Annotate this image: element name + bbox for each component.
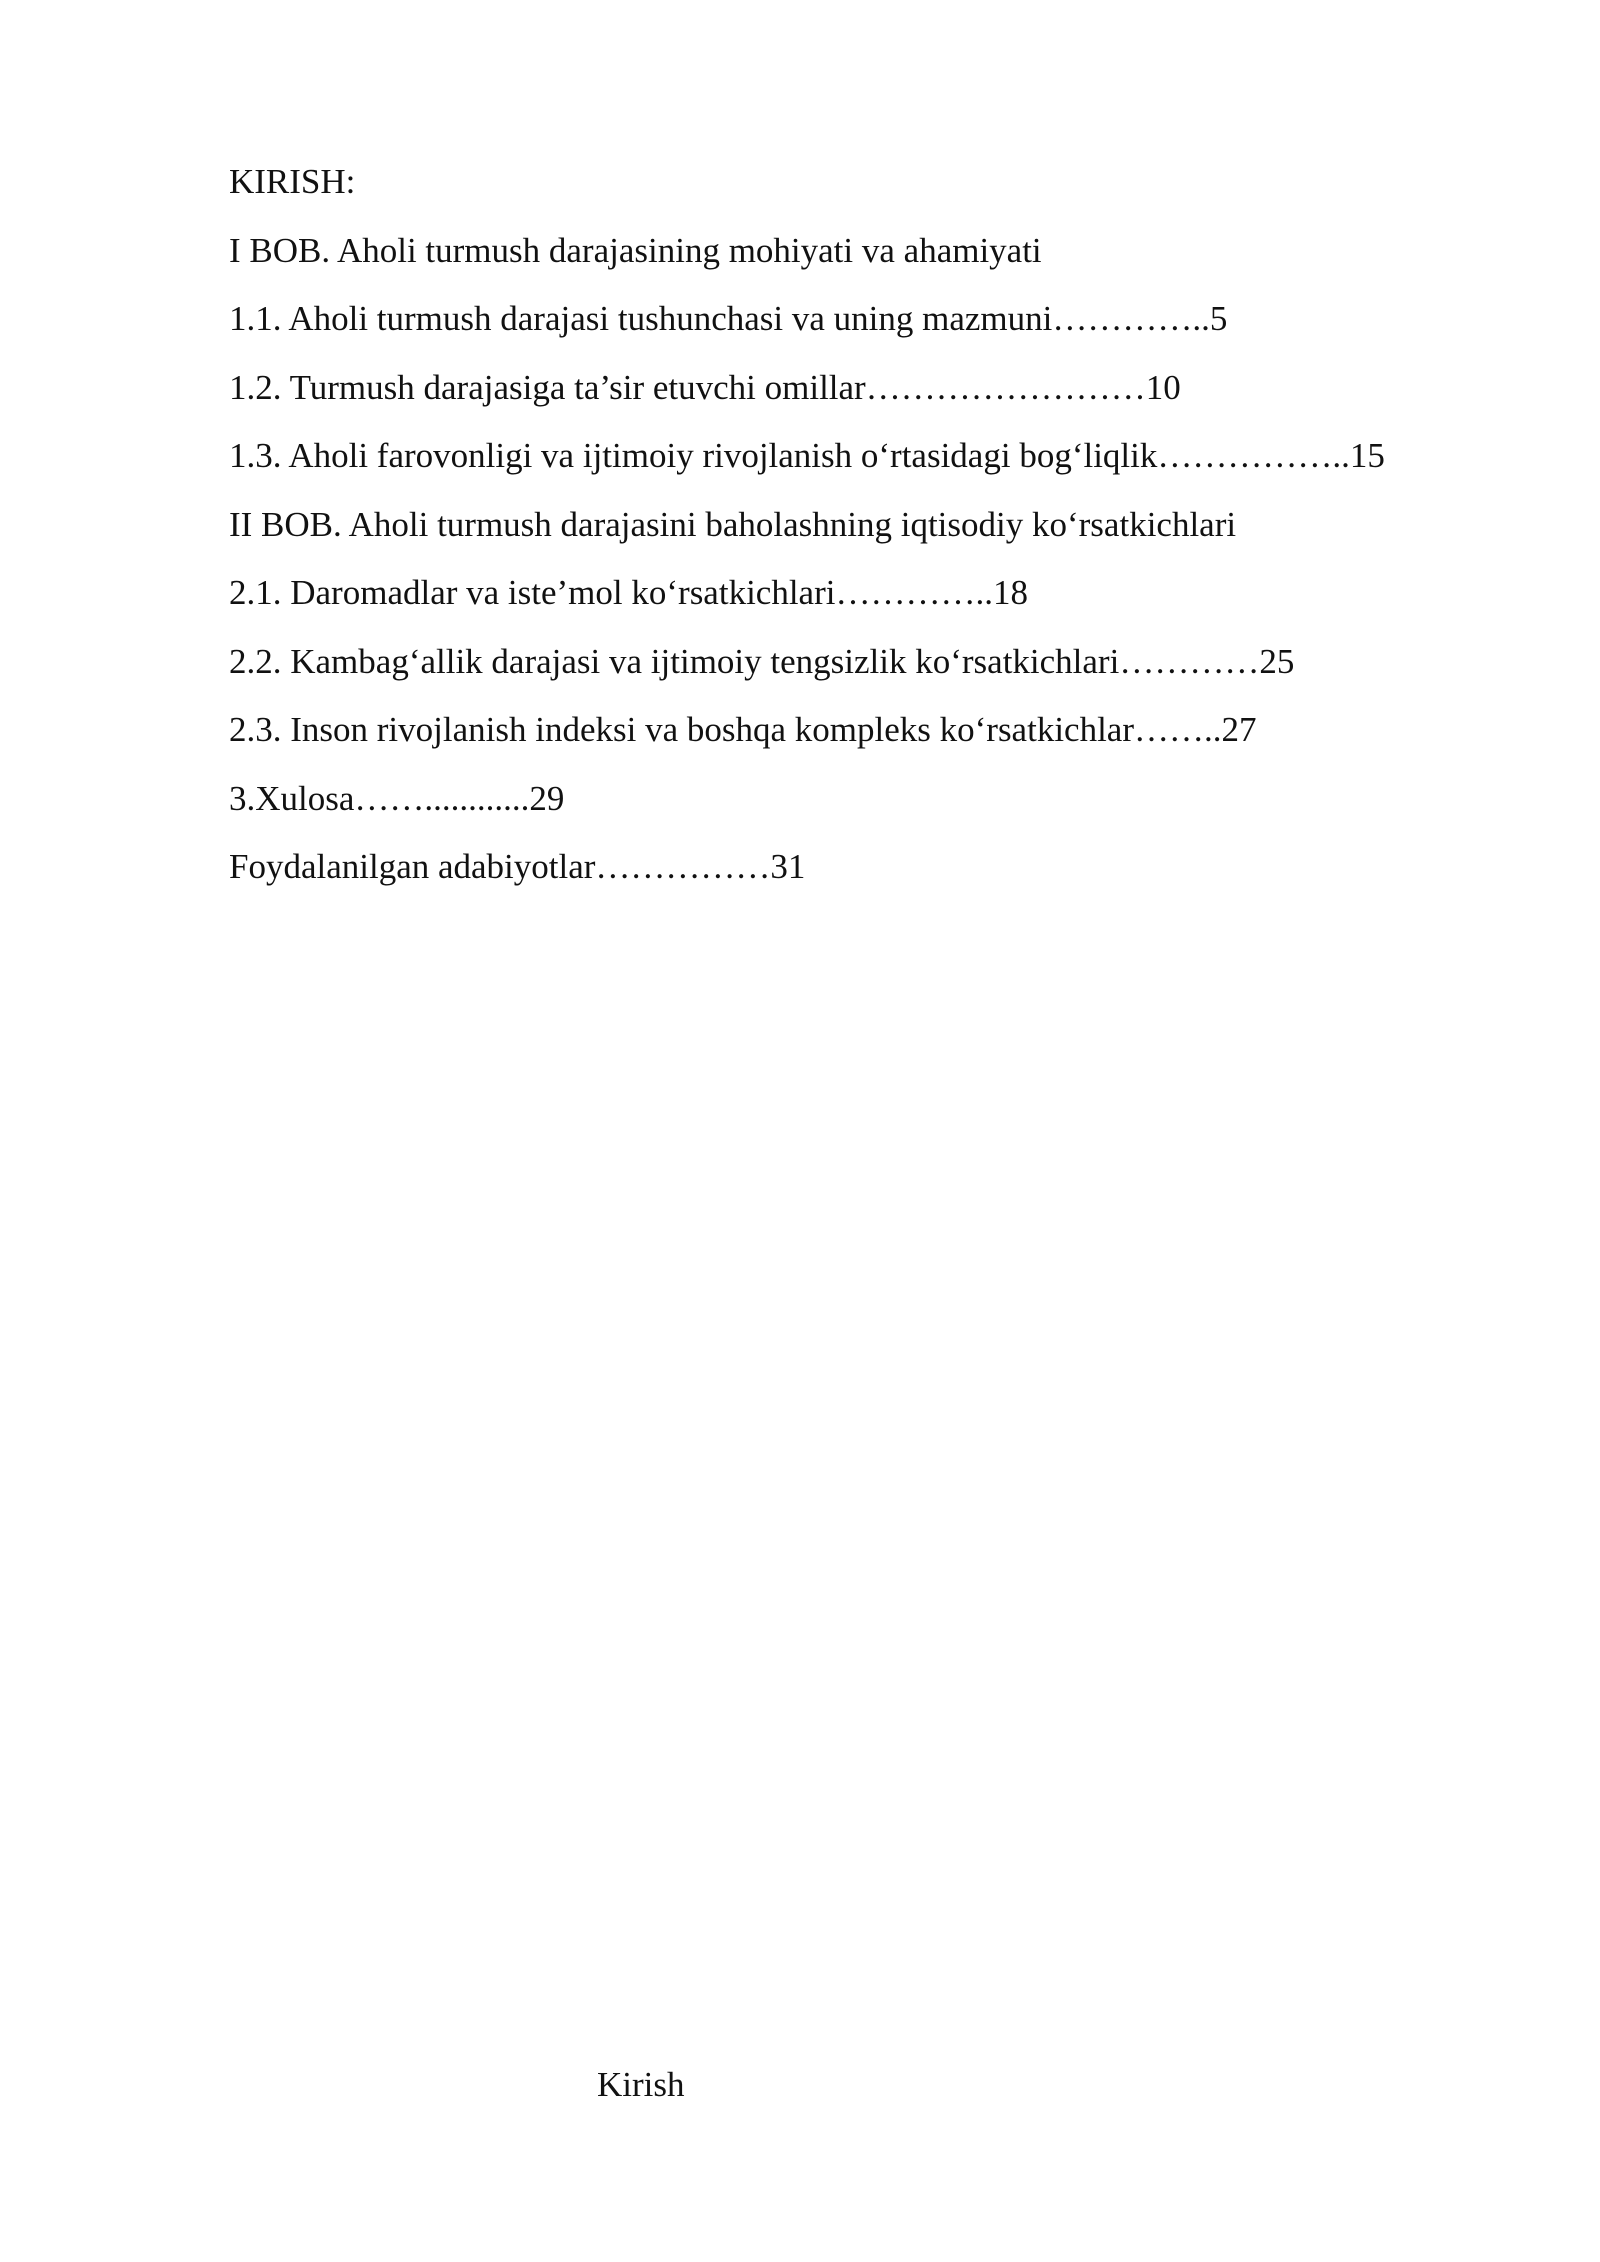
toc-chapter-2: II BOB. Aholi turmush darajasini baholashning iqtisodiy ko‘rsatkichlari	[229, 504, 1237, 544]
toc-conclusion: 3.Xulosa……............29	[229, 778, 565, 818]
toc-chapter-1: I BOB. Aholi turmush darajasining mohiyati va ahamiyati	[229, 230, 1042, 270]
toc-intro: KIRISH:	[229, 162, 356, 201]
toc-section-2-3: 2.3. Inson rivojlanish indeksi va boshqa kompleks ko‘rsatkichlar……..27	[229, 710, 1257, 749]
toc-section-2-2: 2.2. Kambag‘allik darajasi va ijtimoiy tengsizlik ko‘rsatkichlari…………25	[229, 641, 1295, 681]
section-heading: Kirish	[597, 2065, 685, 2104]
toc-section-1-3: 1.3. Aholi farovonligi va ijtimoiy rivojlanish o‘rtasidagi bog‘liqlik……………..15	[229, 436, 1385, 475]
toc-section-2-1: 2.1. Daromadlar va iste’mol ko‘rsatkichlari…………..18	[229, 573, 1028, 612]
toc-references: Foydalanilgan adabiyotlar……………31	[229, 847, 806, 886]
toc-section-1-1: 1.1. Aholi turmush darajasi tushunchasi va uning mazmuni…………..5	[229, 299, 1228, 338]
toc-section-1-2: 1.2. Turmush darajasiga ta’sir etuvchi omillar……………………10	[229, 367, 1181, 407]
table-of-contents	[229, 148, 1529, 902]
